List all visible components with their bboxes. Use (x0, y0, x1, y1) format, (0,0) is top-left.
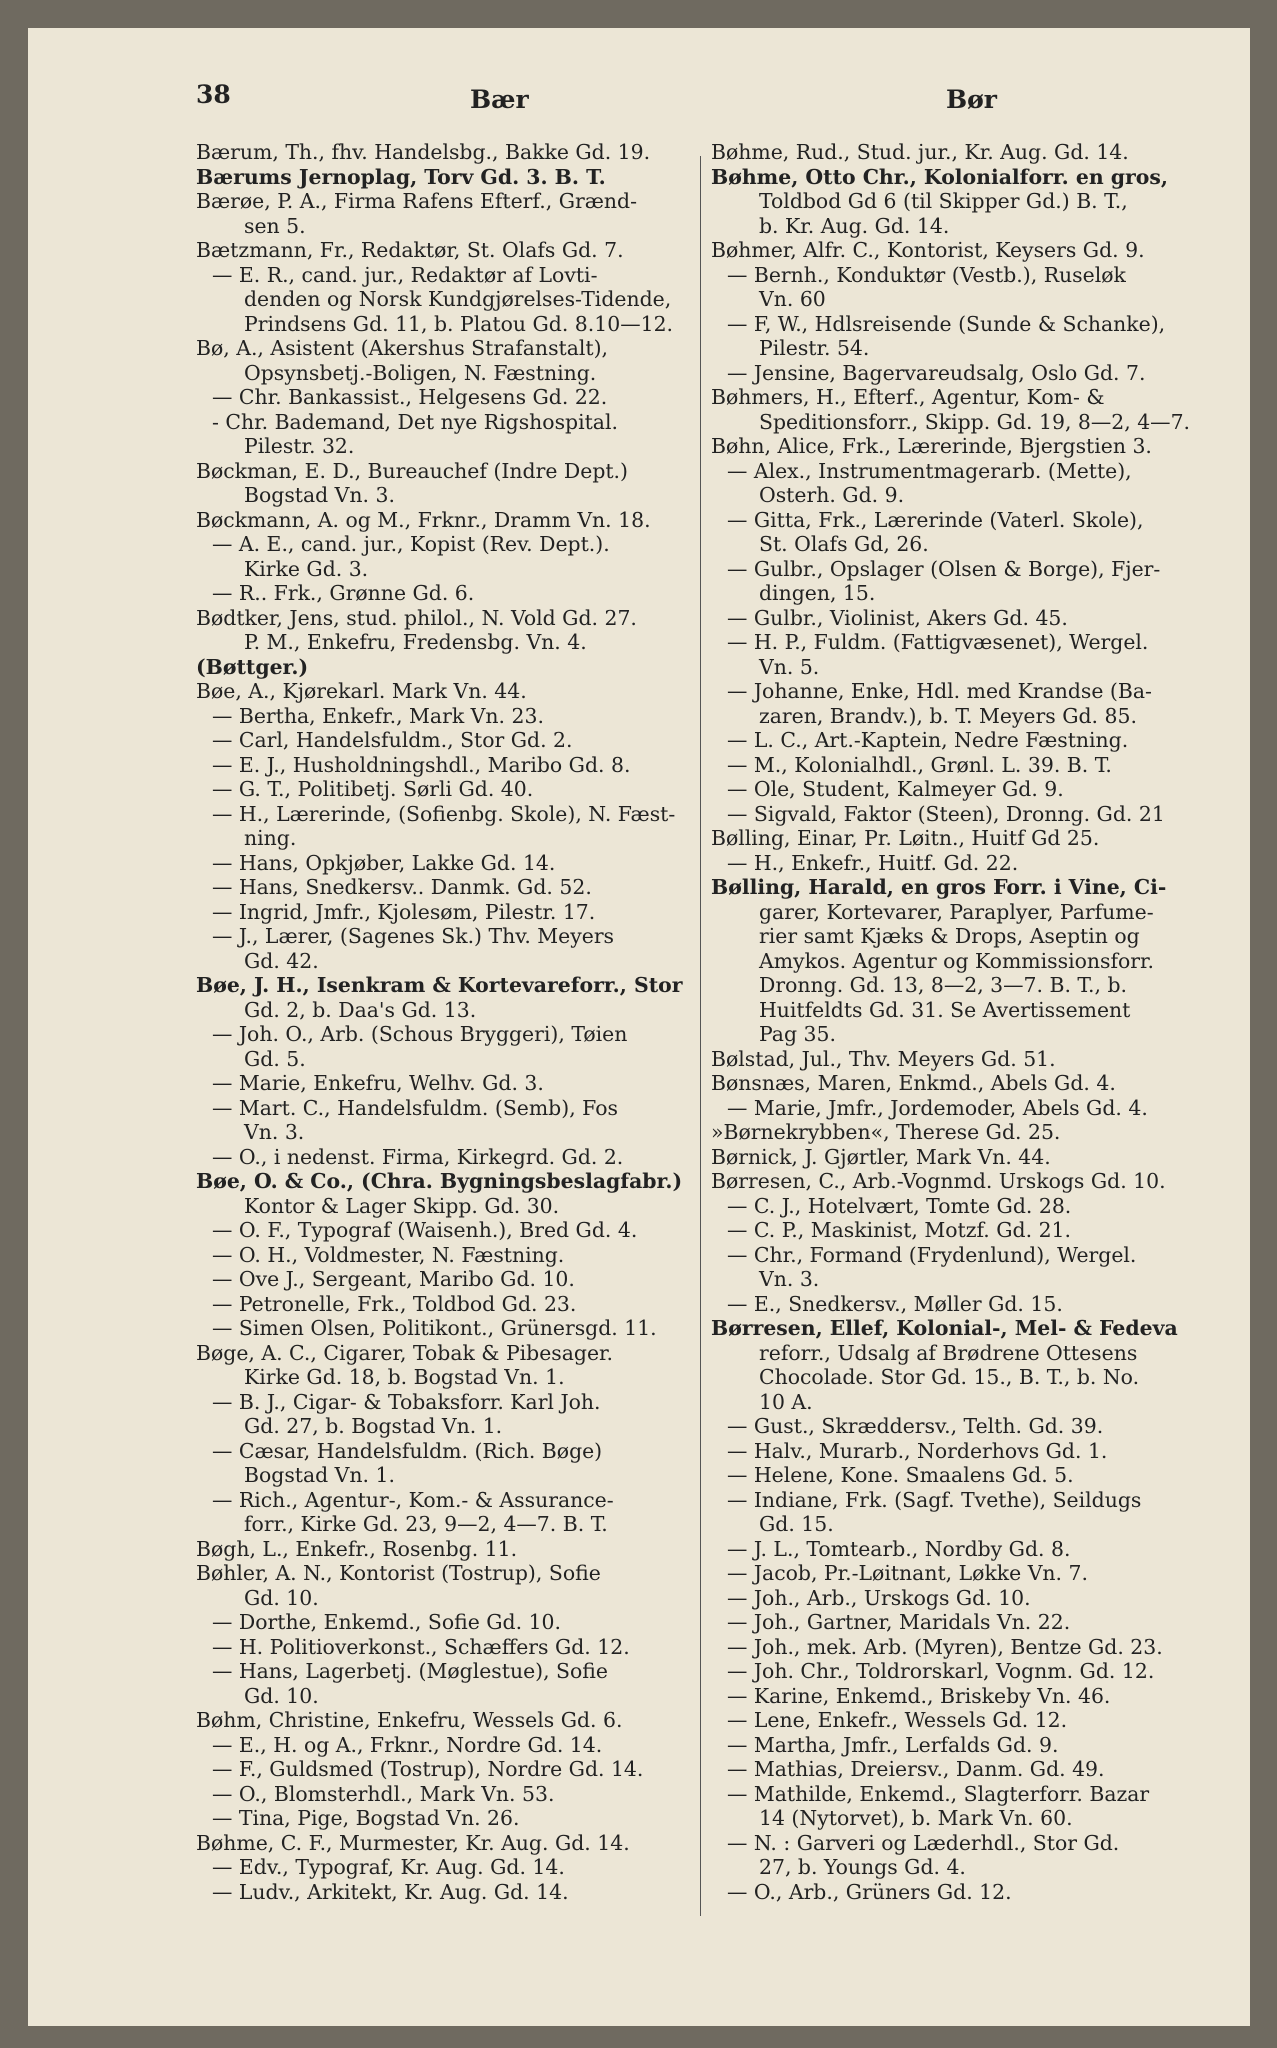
directory-entry-line: Prindsens Gd. 11, b. Platou Gd. 8.10—12. (244, 311, 674, 336)
directory-entry-line: — O., Blomsterhdl., Mark Vn. 53. (212, 1781, 555, 1806)
directory-entry-line: Pilestr. 54. (759, 336, 870, 360)
directory-entry-line: Gd. 27, b. Bogstad Vn. 1. (244, 1414, 503, 1438)
directory-entry-line: — Mathias, Dreiersv., Danm. Gd. 49. (727, 1757, 1105, 1781)
directory-entry-line: 27, b. Youngs Gd. 4. (759, 1855, 966, 1879)
directory-entry-line: Gd. 5. (244, 1046, 306, 1071)
directory-entry-line: Gd. 42. (244, 948, 319, 973)
directory-entry-line: — Alex., Instrumentmagerarb. (Mette), (727, 458, 1132, 483)
directory-entry-line: Bogstad Vn. 3. (244, 483, 395, 507)
directory-entry-line: — Lene, Enkefr., Wessels Gd. 12. (727, 1708, 1068, 1732)
directory-entry-line: — Bernh., Konduktør (Vestb.), Ruseløk (727, 262, 1126, 287)
directory-entry-line: Bætzmann, Fr., Redaktør, St. Olafs Gd. 7. (196, 238, 624, 262)
directory-entry-line: — Joh., mek. Arb. (Myren), Bentze Gd. 23. (727, 1634, 1163, 1659)
directory-entry-line: — Gitta, Frk., Lærerinde (Vaterl. Skole), (727, 507, 1144, 532)
directory-entry-line: - Chr. Bademand, Det nye Rigshospital. (212, 409, 618, 434)
directory-entry-line: — Joh. Chr., Toldrorskarl, Vognm. Gd. 12. (727, 1659, 1155, 1683)
directory-entry-line: — Chr. Bankassist., Helgesens Gd. 22. (212, 385, 608, 409)
directory-entry-line: b. Kr. Aug. Gd. 14. (759, 213, 950, 238)
directory-entry-line: Bøhmers, H., Efterf., Agentur, Kom- & (711, 385, 1105, 409)
directory-entry-line: — E. R., cand. jur., Redaktør af Lovti- (212, 262, 598, 287)
directory-entry-line: — C. J., Hotelvært, Tomte Gd. 28. (727, 1193, 1072, 1218)
directory-entry-line: Gd. 10. (244, 1585, 319, 1610)
directory-entry-line: denden og Norsk Kundgjørelses-Tidende, (244, 287, 672, 311)
directory-entry-line: — O. F., Typograf (Waisenh.), Bred Gd. 4. (212, 1218, 638, 1242)
directory-entry-line: — Sigvald, Faktor (Steen), Dronng. Gd. 21 (727, 801, 1165, 826)
left-column (196, 140, 699, 1904)
directory-entry-line: Bøge, A. C., Cigarer, Tobak & Pibesager. (196, 1340, 614, 1365)
directory-entry-line: Bøhme, C. F., Murmester, Kr. Aug. Gd. 14. (196, 1830, 630, 1855)
column-divider (700, 156, 701, 1916)
directory-entry-line: Huitfeldts Gd. 31. Se Avertissement (759, 997, 1131, 1022)
directory-entry-line: Vn. 5. (759, 654, 820, 679)
directory-entry-line: Kirke Gd. 18, b. Bogstad Vn. 1. (244, 1365, 565, 1389)
directory-entry-line: garer, Kortevarer, Paraplyer, Parfume- (759, 899, 1154, 924)
directory-entry-line: Børresen, Ellef, Kolonial-, Mel- & Fedeva (711, 1316, 1178, 1340)
directory-entry-line: Bærøe, P. A., Firma Rafens Efterf., Grænd- (196, 189, 637, 213)
directory-entry-line: — Petronelle, Frk., Toldbod Gd. 23. (212, 1291, 577, 1316)
directory-entry-line: Osterh. Gd. 9. (759, 483, 905, 507)
directory-entry-line: Toldbod Gd 6 (til Skipper Gd.) B. T., (759, 189, 1128, 213)
directory-entry-line: — J. L., Tomtearb., Nordby Gd. 8. (727, 1536, 1071, 1561)
directory-entry-line: Bærums Jernoplag, Torv Gd. 3. B. T. (196, 164, 606, 189)
directory-entry-line: reforr., Udsalg af Brødrene Ottesens (759, 1340, 1138, 1365)
directory-entry-line: — Bertha, Enkefr., Mark Vn. 23. (212, 703, 544, 728)
directory-entry-line: — Jacob, Pr.-Løitnant, Løkke Vn. 7. (727, 1561, 1088, 1585)
directory-entry-line: Bøhme, Rud., Stud. jur., Kr. Aug. Gd. 14. (711, 140, 1129, 164)
directory-entry-line: — Gulbr., Violinist, Akers Gd. 45. (727, 605, 1068, 630)
directory-entry-line: Bøhme, Otto Chr., Kolonialforr. en gros, (711, 164, 1168, 189)
header-right: Bør (946, 85, 997, 114)
directory-entry-line: — Ingrid, Jmfr., Kjolesøm, Pilestr. 17. (212, 899, 596, 924)
directory-entry-line: — Hans, Snedkersv.. Danmk. Gd. 52. (212, 875, 592, 899)
directory-entry-line: Dronng. Gd. 13, 8—2, 3—7. B. T., b. (759, 973, 1127, 997)
directory-entry-line: dingen, 15. (759, 581, 876, 605)
directory-entry-line: Gd. 10. (244, 1683, 319, 1708)
directory-entry-line: Bølstad, Jul., Thv. Meyers Gd. 51. (711, 1046, 1056, 1071)
directory-entry-line: Bøe, A., Kjørekarl. Mark Vn. 44. (196, 679, 527, 703)
directory-entry-line: Gd. 15. (759, 1512, 834, 1536)
directory-entry-line: Bønsnæs, Maren, Enkmd., Abels Gd. 4. (711, 1071, 1116, 1095)
directory-entry-line: Gd. 2, b. Daa's Gd. 13. (244, 997, 477, 1022)
directory-entry-line: — E., Snedkersv., Møller Gd. 15. (727, 1291, 1063, 1316)
directory-entry-line: — Ludv., Arkitekt, Kr. Aug. Gd. 14. (212, 1879, 569, 1904)
directory-entry-line: »Børnekrybben«, Therese Gd. 25. (711, 1120, 1061, 1144)
directory-entry-line: — Hans, Lagerbetj. (Møglestue), Sofie (212, 1659, 608, 1683)
directory-entry-line: — Cæsar, Handelsfuldm. (Rich. Bøge) (212, 1438, 603, 1463)
directory-entry-line: — M., Kolonialhdl., Grønl. L. 39. B. T. (727, 752, 1112, 777)
directory-entry-line: sen 5. (244, 213, 306, 238)
directory-entry-line: — O., Arb., Grüners Gd. 12. (727, 1879, 1012, 1904)
directory-entry-line: Bølling, Einar, Pr. Løitn., Huitf Gd 25. (711, 826, 1100, 850)
directory-entry-line: forr., Kirke Gd. 23, 9—2, 4—7. B. T. (244, 1512, 608, 1536)
directory-entry-line: — Helene, Kone. Smaalens Gd. 5. (727, 1463, 1074, 1487)
directory-entry-line: — O. H., Voldmester, N. Fæstning. (212, 1242, 565, 1267)
directory-entry-line: rier samt Kjæks & Drops, Aseptin og (759, 924, 1140, 948)
header-left: Bær (470, 85, 529, 114)
directory-entry-line: Bøe, J. H., Isenkram & Kortevareforr., Stor (196, 973, 683, 997)
directory-entry-line: — E. J., Husholdningshdl., Maribo Gd. 8. (212, 752, 631, 777)
directory-entry-line: Kontor & Lager Skipp. Gd. 30. (244, 1193, 560, 1218)
directory-entry-line: Chocolade. Stor Gd. 15., B. T., b. No. (759, 1365, 1140, 1389)
directory-entry-line: Bærum, Th., fhv. Handelsbg., Bakke Gd. 19. (196, 140, 651, 164)
directory-entry-line: — E., H. og A., Frknr., Nordre Gd. 14. (212, 1732, 603, 1757)
directory-entry-line: — Simen Olsen, Politikont., Grünersgd. 11. (212, 1316, 657, 1340)
directory-entry-line: — Edv., Typograf, Kr. Aug. Gd. 14. (212, 1855, 565, 1879)
directory-entry-line: — B. J., Cigar- & Tobaksforr. Karl Joh. (212, 1389, 601, 1414)
directory-entry-line: — H., Enkefr., Huitf. Gd. 22. (727, 850, 1019, 875)
directory-entry-line: — Tina, Pige, Bogstad Vn. 26. (212, 1806, 520, 1830)
directory-entry-line: — H. Politioverkonst., Schæffers Gd. 12. (212, 1634, 630, 1659)
directory-entry-line: Pilestr. 32. (244, 434, 355, 458)
directory-entry-line: — Rich., Agentur-, Kom.- & Assurance- (212, 1487, 614, 1512)
directory-entry-line: Opsynsbetj.-Boligen, N. Fæstning. (244, 360, 597, 385)
directory-entry-line: — Gulbr., Opslager (Olsen & Borge), Fjer- (727, 556, 1161, 581)
directory-entry-line: — Martha, Jmfr., Lerfalds Gd. 9. (727, 1732, 1059, 1757)
directory-entry-line: — Joh., Arb., Urskogs Gd. 10. (727, 1585, 1031, 1610)
directory-entry-line: Bøhn, Alice, Frk., Lærerinde, Bjergstien 3. (711, 434, 1152, 458)
directory-entry-line: Bøckman, E. D., Bureauchef (Indre Dept.) (196, 458, 628, 483)
directory-entry-line: 14 (Nytorvet), b. Mark Vn. 60. (759, 1806, 1073, 1830)
directory-page (28, 28, 1250, 2026)
directory-entry-line: Bø, A., Asistent (Akershus Strafanstalt), (196, 336, 609, 360)
directory-entry-line: Amykos. Agentur og Kommissionsforr. (759, 948, 1155, 973)
directory-entry-line: — G. T., Politibetj. Sørli Gd. 40. (212, 777, 534, 801)
directory-entry-line: — Hans, Opkjøber, Lakke Gd. 14. (212, 850, 556, 875)
directory-entry-line: — N. : Garveri og Læderhdl., Stor Gd. (727, 1830, 1120, 1855)
directory-entry-line: ning. (244, 826, 297, 850)
directory-entry-line: — F., Guldsmed (Tostrup), Nordre Gd. 14. (212, 1757, 644, 1781)
directory-entry-line: St. Olafs Gd, 26. (759, 532, 929, 556)
directory-entry-line: — Karine, Enkemd., Briskeby Vn. 46. (727, 1683, 1111, 1708)
directory-entry-line: — Marie, Enkefru, Welhv. Gd. 3. (212, 1071, 544, 1095)
directory-entry-line: Bøe, O. & Co., (Chra. Bygningsbeslagfabr.) (196, 1169, 683, 1193)
directory-entry-line: Bøgh, L., Enkefr., Rosenbg. 11. (196, 1536, 518, 1561)
directory-entry-line: — Joh. O., Arb. (Schous Bryggeri), Tøien (212, 1022, 628, 1046)
directory-entry-line: — H., Lærerinde, (Sofienbg. Skole), N. Fæst- (212, 801, 676, 826)
directory-entry-line: — C. P., Maskinist, Motzf. Gd. 21. (727, 1218, 1071, 1242)
directory-entry-line: Bøckmann, A. og M., Frknr., Dramm Vn. 18. (196, 507, 651, 532)
directory-entry-line: — Chr., Formand (Frydenlund), Wergel. (727, 1242, 1137, 1267)
directory-entry-line: — Joh., Gartner, Maridals Vn. 22. (727, 1610, 1071, 1634)
directory-entry-line: — L. C., Art.-Kaptein, Nedre Fæstning. (727, 728, 1129, 752)
directory-entry-line: Vn. 60 (759, 287, 826, 311)
directory-entry-line: — J., Lærer, (Sagenes Sk.) Thv. Meyers (212, 924, 615, 948)
directory-entry-line: Børresen, C., Arb.-Vognmd. Urskogs Gd. 10. (711, 1169, 1166, 1193)
right-column (711, 140, 1214, 1904)
directory-entry-line: Kirke Gd. 3. (244, 556, 369, 581)
directory-entry-line: Bøhler, A. N., Kontorist (Tostrup), Sofie (196, 1561, 601, 1585)
directory-entry-line: — Ole, Student, Kalmeyer Gd. 9. (727, 777, 1064, 801)
page-number: 38 (196, 80, 231, 109)
directory-entry-line: — Jensine, Bagervareudsalg, Oslo Gd. 7. (727, 360, 1146, 385)
directory-entry-line: Bøhmer, Alfr. C., Kontorist, Keysers Gd. 9. (711, 238, 1145, 262)
directory-entry-line: — Marie, Jmfr., Jordemoder, Abels Gd. 4. (727, 1095, 1148, 1120)
directory-entry-line: — Indiane, Frk. (Sagf. Tvethe), Seildugs (727, 1487, 1142, 1512)
directory-entry-line: Bogstad Vn. 1. (244, 1463, 395, 1487)
directory-entry-line: — Mart. C., Handelsfuldm. (Semb), Fos (212, 1095, 618, 1120)
directory-entry-line: — F, W., Hdlsreisende (Sunde & Schanke), (727, 311, 1166, 336)
directory-entry-line: P. M., Enkefru, Fredensbg. Vn. 4. (244, 630, 587, 654)
directory-entry-line: — H. P., Fuldm. (Fattigvæsenet), Wergel. (727, 630, 1149, 654)
directory-entry-line: — O., i nedenst. Firma, Kirkegrd. Gd. 2. (212, 1144, 624, 1169)
directory-entry-line: (Bøttger.) (196, 654, 309, 679)
directory-entry-line: Vn. 3. (759, 1267, 820, 1291)
directory-entry-line: — A. E., cand. jur., Kopist (Rev. Dept.). (212, 532, 610, 556)
directory-entry-line: Børnick, J. Gjørtler, Mark Vn. 44. (711, 1144, 1051, 1169)
directory-entry-line: 10 A. (759, 1389, 813, 1414)
directory-entry-line: — Johanne, Enke, Hdl. med Krandse (Ba- (727, 679, 1152, 703)
directory-entry-line: — Dorthe, Enkemd., Sofie Gd. 10. (212, 1610, 562, 1634)
directory-entry-line: Speditionsforr., Skipp. Gd. 19, 8—2, 4—7. (759, 409, 1191, 434)
directory-entry-line: — Mathilde, Enkemd., Slagterforr. Bazar (727, 1781, 1150, 1806)
directory-entry-line: — Halv., Murarb., Norderhovs Gd. 1. (727, 1438, 1108, 1463)
directory-entry-line: Pag 35. (759, 1022, 836, 1046)
directory-entry-line: — Ove J., Sergeant, Maribo Gd. 10. (212, 1267, 575, 1291)
directory-entry-line: Bølling, Harald, en gros Forr. i Vine, Ci- (711, 875, 1167, 899)
directory-entry-line: — Gust., Skræddersv., Telth. Gd. 39. (727, 1414, 1104, 1438)
directory-entry-line: — R.. Frk., Grønne Gd. 6. (212, 581, 475, 605)
directory-entry-line: Bødtker, Jens, stud. philol., N. Vold Gd. 27. (196, 605, 637, 630)
directory-entry-line: Vn. 3. (244, 1120, 305, 1144)
directory-entry-line: Bøhm, Christine, Enkefru, Wessels Gd. 6. (196, 1708, 623, 1732)
directory-entry-line: zaren, Brandv.), b. T. Meyers Gd. 85. (759, 703, 1137, 728)
directory-entry-line: — Carl, Handelsfuldm., Stor Gd. 2. (212, 728, 573, 752)
